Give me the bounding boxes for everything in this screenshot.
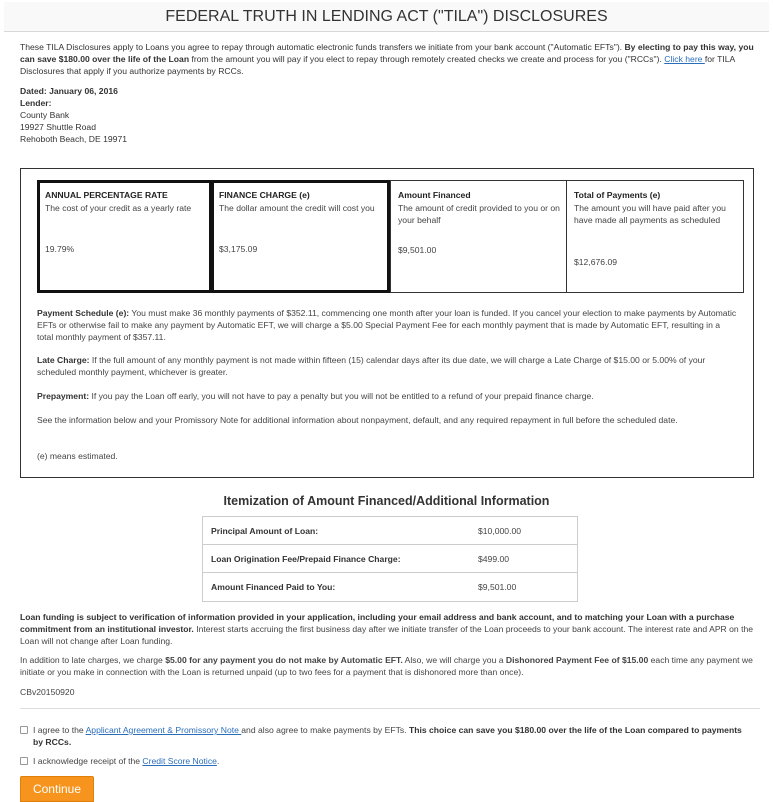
amount-financed-box — [390, 180, 567, 293]
payment-schedule-label: Payment Schedule (e): — [37, 308, 130, 318]
total-payments-heading: Total of Payments (e) — [574, 190, 661, 200]
tila-summary-boxes — [37, 180, 744, 293]
late-charge-text: If the full amount of any monthly payment is not made within fifteen (15) calendar days after its due date, we will charge a Late Charge of $15.00 or 5.00% of your scheduled monthly payment, whichever is greater. — [37, 355, 706, 377]
amount-paid-value: $9,501.00 — [478, 582, 517, 592]
payment-schedule-paragraph — [37, 307, 737, 343]
table-row — [203, 573, 577, 601]
funding-bold-text: Loan funding is subject to verification of information provided in your application, including your email address and bank account, and to matching your Loan with a purchase commitment from an institutional investor. — [20, 612, 735, 634]
origination-fee-value: $499.00 — [478, 554, 510, 564]
principal-value: $10,000.00 — [478, 526, 522, 536]
itemization-title: Itemization of Amount Financed/Additional Information — [223, 494, 550, 508]
table-row — [203, 517, 577, 545]
lender-label: Lender: — [20, 98, 52, 108]
acknowledge-text-1: I acknowledge receipt of the — [33, 756, 143, 766]
lender-street: 19927 Shuttle Road — [20, 122, 96, 132]
intro-paragraph — [20, 41, 762, 77]
agree-row — [20, 724, 760, 750]
total-payments-box — [566, 180, 744, 293]
apr-description: The cost of your credit as a yearly rate — [45, 203, 192, 213]
intro-text-1: These TILA Disclosures apply to Loans you agree to repay through automatic electronic funds transfers we initiate from your bank account ("Automatic EFTs"). — [20, 42, 625, 52]
fees-paragraph — [20, 654, 760, 678]
finance-charge-heading: FINANCE CHARGE (e) — [219, 190, 310, 200]
principal-label: Principal Amount of Loan: — [211, 526, 319, 536]
apr-value: 19.79% — [45, 244, 75, 254]
prepayment-paragraph — [37, 390, 737, 402]
intro-text-2: from the amount you will pay if you elect to repay through remotely created checks we create and process for you ("RCCs"). — [189, 54, 665, 64]
funding-text: Interest starts accruing the first business day after we initiate transfer of the Loan proceeds to your bank account. The interest rate and APR on the Loan will not change after Loan funding. — [20, 624, 754, 646]
credit-score-notice-link[interactable]: Credit Score Notice — [142, 756, 217, 766]
continue-button[interactable]: Continue — [20, 776, 94, 802]
fees-text-2: Also, we will charge you a — [402, 655, 506, 665]
eft-fee-text: $5.00 for any payment you do not make by Automatic EFT. — [165, 655, 403, 665]
late-charge-paragraph — [37, 354, 737, 378]
payment-schedule-text: You must make 36 monthly payments of $352.11, commencing one month after your loan is funded. If you cancel your election to make payments by Automatic EFTs or otherwise fail to make any payment by Automatic EFT, we will charge a $5.00 Special Payment Fee for each monthly payment that is made by Automatic EFT, resulting in a total monthly payment of $357.11. — [37, 308, 737, 342]
total-payments-value: $12,676.09 — [574, 257, 618, 267]
divider — [20, 708, 760, 709]
rcc-disclosures-link[interactable]: Click here — [664, 54, 705, 64]
acknowledge-label — [33, 755, 753, 767]
table-row — [203, 545, 577, 573]
dishonored-fee-text: Dishonored Payment Fee of $15.00 — [505, 655, 649, 665]
amount-financed-value: $9,501.00 — [398, 245, 437, 255]
acknowledge-checkbox[interactable] — [20, 757, 28, 765]
dated-label: Dated: January 06, 2016 — [20, 86, 118, 96]
tila-disclosure-box — [20, 168, 754, 478]
intro-savings-text: By electing to pay this way, you can save $180.00 over the life of the Loan — [20, 42, 754, 64]
estimated-note: (e) means estimated. — [37, 451, 118, 461]
amount-financed-heading: Amount Financed — [398, 190, 471, 200]
agree-checkbox[interactable] — [20, 726, 28, 734]
finance-charge-description: The dollar amount the credit will cost you — [219, 203, 375, 213]
agree-text-2: and also agree to make payments by EFTs. — [241, 725, 409, 735]
see-info-paragraph: See the information below and your Promissory Note for additional information about nonpayment, default, and any required repayment in full before the scheduled date. — [37, 415, 678, 425]
late-charge-label: Late Charge: — [37, 355, 90, 365]
intro-text-3: for TILA Disclosures that apply if you authorize payments by RCCs. — [20, 54, 735, 76]
amount-paid-label: Amount Financed Paid to You: — [211, 582, 336, 592]
acknowledge-row — [20, 755, 760, 769]
agree-savings-text: This choice can save you $180.00 over the life of the Loan compared to payments by RCCs. — [33, 725, 742, 747]
apr-box — [37, 180, 212, 293]
funding-paragraph — [20, 611, 760, 647]
finance-charge-value: $3,175.09 — [219, 244, 258, 254]
lender-city: Rehoboth Beach, DE 19971 — [20, 134, 128, 144]
acknowledge-text-2: . — [216, 756, 220, 766]
agree-label — [33, 724, 753, 748]
version-code: CBv20150920 — [20, 687, 75, 697]
prepayment-text: If you pay the Loan off early, you will not have to pay a penalty but you will not be entitled to a refund of your prepaid finance charge. — [89, 391, 594, 401]
origination-fee-label: Loan Origination Fee/Prepaid Finance Charge: — [211, 554, 401, 564]
fees-text-1: In addition to late charges, we charge — [20, 655, 166, 665]
finance-charge-box — [211, 180, 390, 293]
lender-block — [20, 85, 762, 145]
total-payments-description: The amount you will have paid after you have made all payments as scheduled — [574, 203, 726, 225]
itemization-table — [202, 516, 578, 602]
amount-financed-description: The amount of credit provided to you or on your behalf — [398, 203, 560, 225]
fees-text-3: each time any payment we initiate or you make in connection with the Loan is returned unpaid (up to two fees for a payment that is dishonored more than once). — [20, 655, 753, 677]
apr-heading: ANNUAL PERCENTAGE RATE — [45, 190, 168, 200]
prepayment-label: Prepayment: — [37, 391, 90, 401]
lender-name: County Bank — [20, 110, 70, 120]
agree-text-1: I agree to the — [33, 725, 86, 735]
page-title: FEDERAL TRUTH IN LENDING ACT ("TILA") DISCLOSURES — [4, 2, 769, 32]
intro-section — [20, 41, 762, 145]
promissory-note-link[interactable]: Applicant Agreement & Promissory Note — [85, 725, 242, 735]
